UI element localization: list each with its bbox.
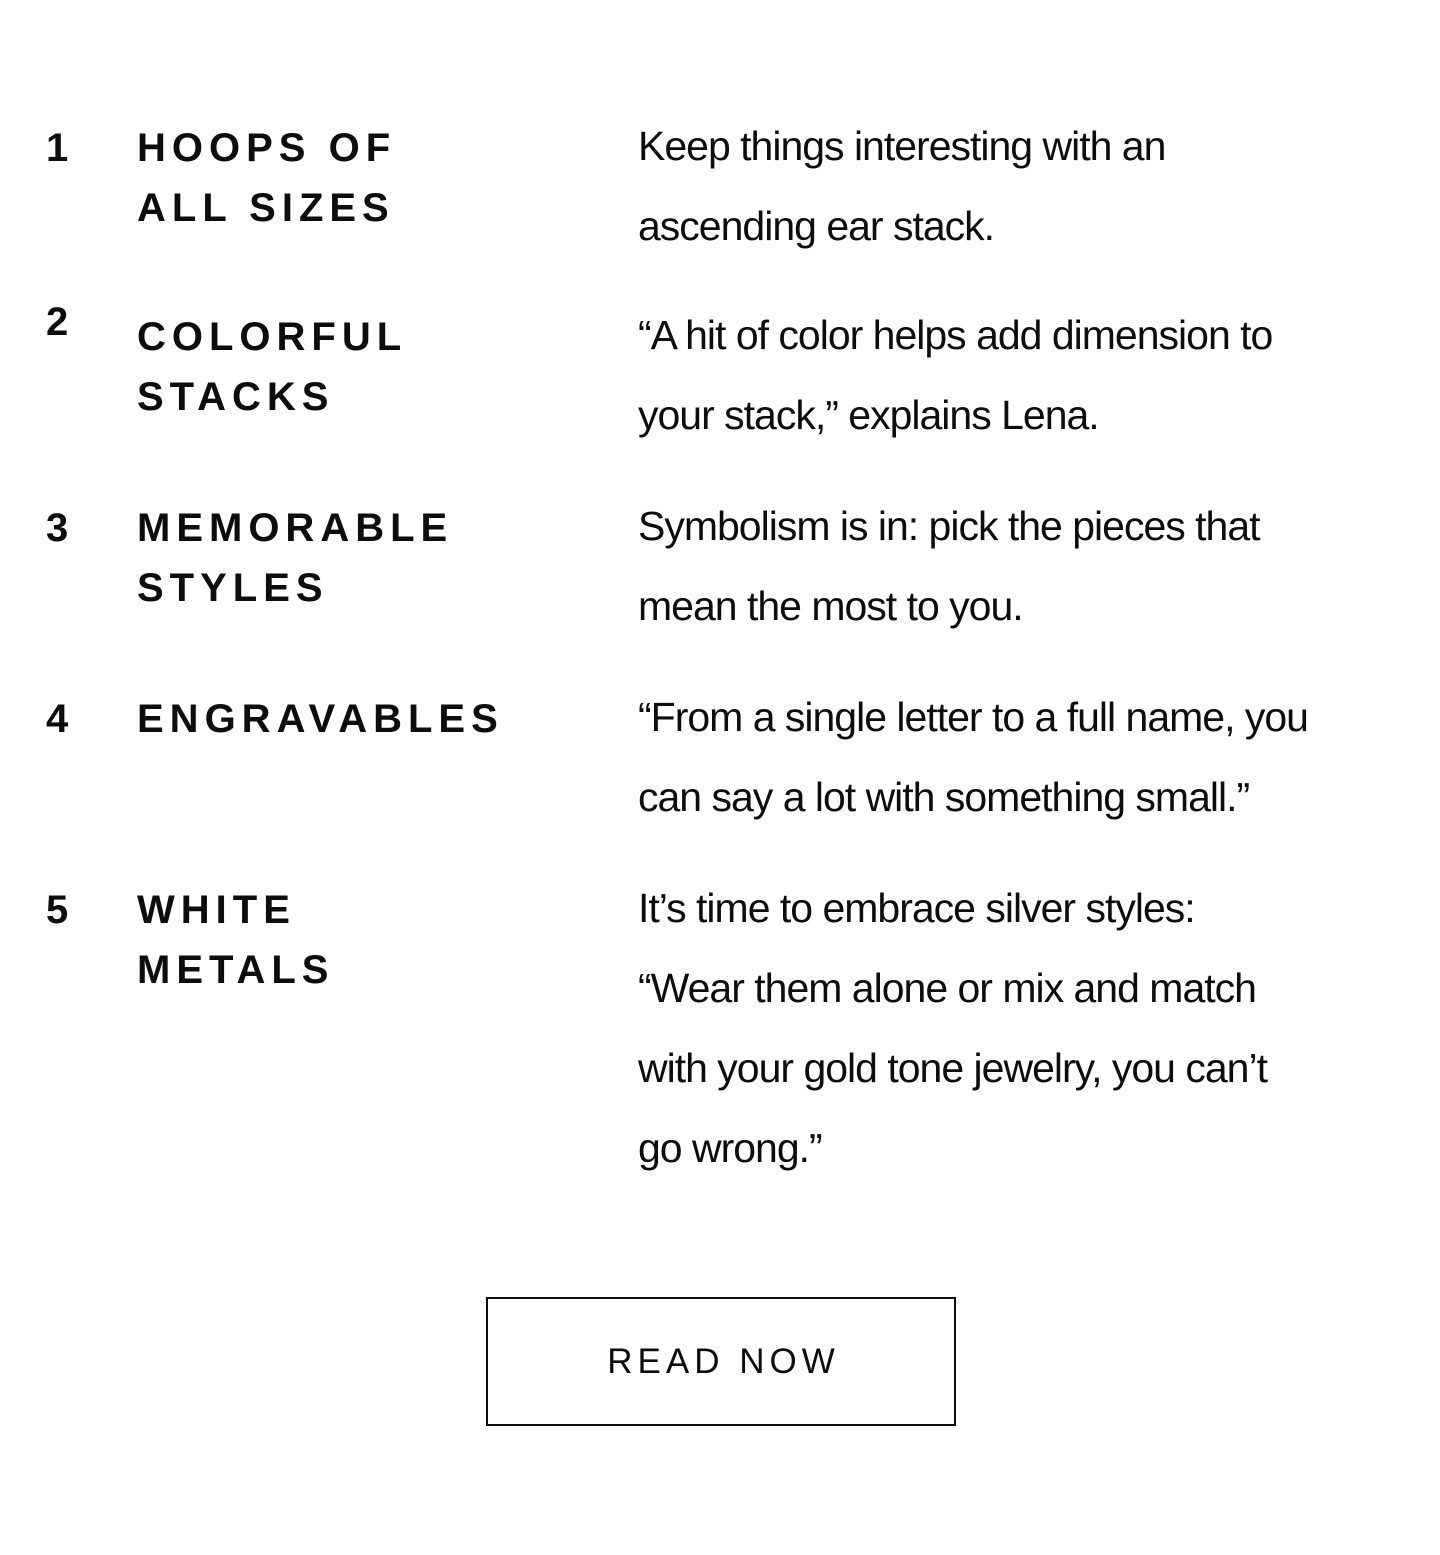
trend-description-line: Symbolism is in: pick the pieces that: [638, 503, 1260, 549]
trend-title-line: MEMORABLE: [137, 506, 454, 550]
trend-description-line: with your gold tone jewelry, you can’t: [638, 1045, 1267, 1091]
trend-description-line: “From a single letter to a full name, you: [638, 694, 1308, 740]
trend-title: [137, 880, 557, 1000]
trend-description-line: can say a lot with something small.”: [638, 774, 1250, 820]
trend-description: [638, 106, 1418, 266]
trend-title-line: ENGRAVABLES: [137, 697, 504, 741]
trend-description-line: Keep things interesting with an: [638, 123, 1166, 169]
trend-description-line: mean the most to you.: [638, 583, 1023, 629]
trend-title-line: ALL SIZES: [137, 186, 395, 230]
trend-title-line: HOOPS OF: [137, 126, 397, 170]
trend-title: [137, 118, 557, 238]
trend-description-line: “Wear them alone or mix and match: [638, 965, 1256, 1011]
trend-title: [137, 498, 557, 618]
trend-title: [137, 689, 557, 749]
trend-title-line: COLORFUL: [137, 315, 408, 359]
trend-description-line: ascending ear stack.: [638, 203, 995, 249]
trend-description: [638, 486, 1418, 646]
trend-number: 4: [46, 697, 69, 741]
trend-description-line: your stack,” explains Lena.: [638, 392, 1099, 438]
trend-description: [638, 677, 1418, 837]
trend-description-line: It’s time to embrace silver styles:: [638, 885, 1195, 931]
trend-description-line: “A hit of color helps add dimension to: [638, 312, 1273, 358]
trend-title-line: STYLES: [137, 566, 329, 610]
trend-number: 5: [46, 888, 69, 932]
trend-title-line: METALS: [137, 948, 335, 992]
trend-title-line: STACKS: [137, 375, 335, 419]
trend-number: 3: [46, 506, 69, 550]
read-now-button[interactable]: READ NOW: [486, 1297, 956, 1426]
trend-description: [638, 868, 1418, 1188]
trend-title-line: WHITE: [137, 888, 296, 932]
trend-description-line: go wrong.”: [638, 1125, 822, 1171]
trend-title: [137, 307, 557, 427]
trend-description: [638, 295, 1418, 455]
trend-number: 2: [46, 300, 69, 344]
trend-number: 1: [46, 126, 69, 170]
